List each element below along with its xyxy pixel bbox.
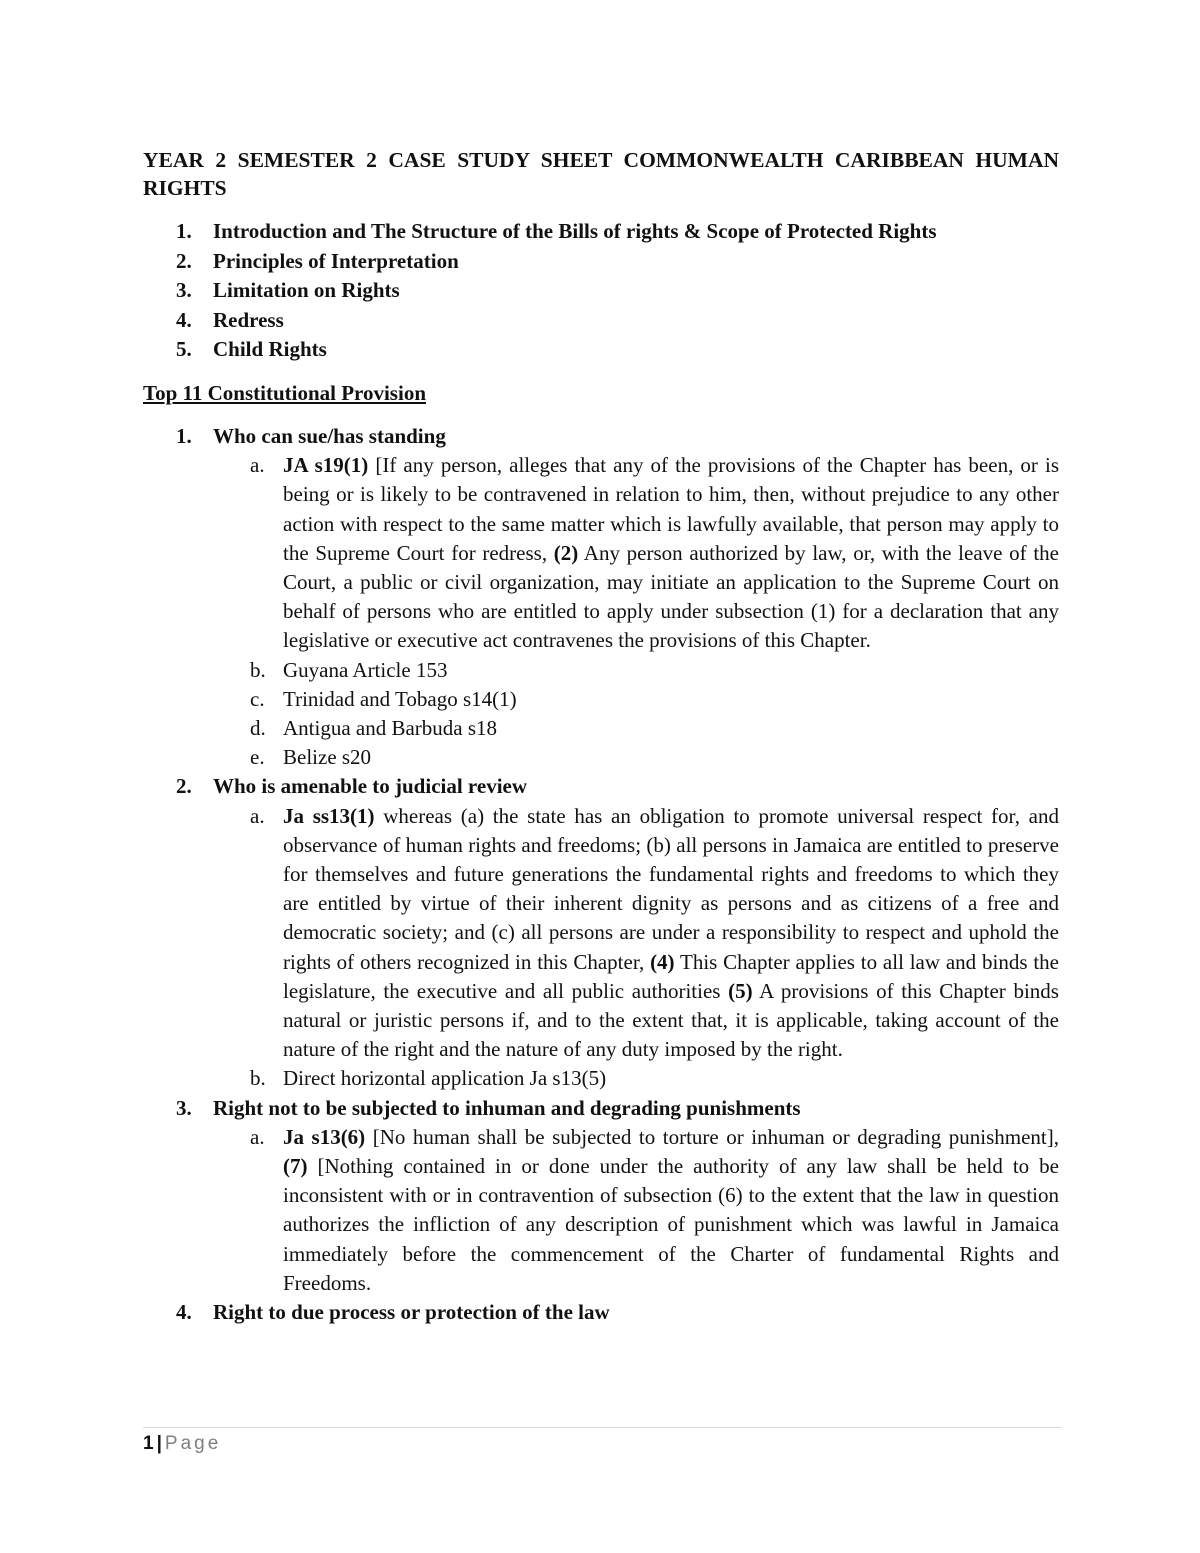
subprovision-item — [213, 1064, 1059, 1093]
statute-reference: (2) — [553, 540, 579, 565]
provision-item — [143, 772, 1059, 1093]
page-number: 1 — [143, 1433, 154, 1454]
topic-item — [143, 306, 1059, 336]
subprovision-text — [283, 685, 1059, 714]
subprovision-item — [213, 743, 1059, 772]
footer-separator: | — [156, 1433, 162, 1454]
topic-label: Redress — [213, 307, 284, 332]
statute-reference: Ja s13(6) — [283, 1124, 366, 1149]
subprovision-text — [283, 451, 1059, 655]
statute-reference: (7) — [283, 1154, 308, 1179]
section-heading: Top 11 Constitutional Provision — [143, 381, 426, 405]
topic-label: Limitation on Rights — [213, 278, 400, 302]
subprovision-item — [213, 714, 1059, 743]
subprovision-letter: c. — [250, 686, 265, 711]
provision-number: 2. — [176, 774, 192, 799]
topic-label: Principles of Interpretation — [213, 248, 459, 273]
subprovision-item — [213, 685, 1059, 714]
provision-title: Right not to be subjected to inhuman and degrading punishments — [213, 1095, 801, 1120]
topic-list — [143, 217, 1059, 365]
subprovision-letter: e. — [250, 745, 265, 770]
subprovision-item — [213, 802, 1059, 1065]
provision-list — [143, 422, 1059, 1327]
provision-text-segment: Any person authorized by law, or, with the leave of the Court, a public or civil organization, may initiate an application to the Supreme Court on behalf of persons who are entitled to apply under subsection (1) for a declaration that any legislative or executive act contravenes the provisions of this Chapter. — [283, 540, 1059, 653]
subprovision-letter: b. — [250, 657, 266, 682]
subprovision-letter: a. — [250, 1124, 265, 1149]
provision-title: Who is amenable to judicial review — [213, 774, 528, 799]
provision-number: 1. — [176, 424, 192, 448]
provision-text-segment: Trinidad and Tobago s14(1) — [283, 686, 517, 711]
subprovision-list — [213, 451, 1059, 772]
subprovision-letter: a. — [250, 453, 265, 478]
provision-text-segment: [No human shall be subjected to torture or inhuman or degrading punishment], — [365, 1124, 1059, 1149]
provision-number: 4. — [176, 1300, 192, 1325]
subprovision-list — [213, 802, 1059, 1094]
provision-title: Right to due process or protection of the law — [213, 1300, 610, 1325]
topic-number: 3. — [176, 278, 192, 302]
provision-title: Who can sue/has standing — [213, 424, 446, 448]
page-footer — [143, 1433, 221, 1455]
footer-divider — [143, 1427, 1062, 1428]
topic-label: Child Rights — [213, 337, 327, 361]
provision-item — [143, 1094, 1059, 1298]
provision-number: 3. — [176, 1095, 192, 1120]
subprovision-item — [213, 656, 1059, 685]
topic-label: Introduction and The Structure of the Bills of rights & Scope of Protected Rights — [213, 219, 937, 243]
topic-number: 2. — [176, 248, 192, 273]
statute-reference: Ja ss13(1) — [283, 803, 375, 828]
topic-number: 4. — [176, 307, 192, 332]
topic-item — [143, 276, 1059, 306]
subprovision-item — [213, 451, 1059, 655]
provision-text-segment: A provisions of this Chapter binds natural or juristic persons if, and to the extent that, it is applicable, taking account of the nature of the right and the nature of any duty imposed by the right. — [283, 978, 1059, 1062]
subprovision-text — [283, 656, 1059, 685]
topic-item — [143, 217, 1059, 247]
provision-text-segment: This Chapter applies to all law and binds the legislature, the executive and all public authorities — [283, 949, 1059, 1003]
provision-text-segment: [Nothing contained in or done under the authority of any law shall be held to be inconsistent with or in contravention of subsection (6) to the extent that the law in question authorizes the infliction of any description of punishment which was lawful in Jamaica immediately before the commencement of the Charter of fundamental Rights and Freedoms. — [283, 1154, 1059, 1295]
subprovision-letter: a. — [250, 803, 265, 828]
provision-item — [143, 422, 1059, 772]
subprovision-text — [283, 802, 1059, 1065]
provision-text-segment: Antigua and Barbuda s18 — [283, 716, 498, 741]
provision-text-segment: Direct horizontal application Ja s13(5) — [283, 1066, 607, 1091]
subprovision-text — [283, 743, 1059, 772]
statute-reference: JA s19(1) — [283, 453, 369, 478]
provision-text-segment: Belize s20 — [283, 745, 372, 770]
subprovision-text — [283, 1064, 1059, 1093]
statute-reference: (5) — [728, 978, 753, 1003]
statute-reference: (4) — [650, 949, 675, 974]
subprovision-letter: b. — [250, 1066, 266, 1091]
subprovision-list — [213, 1123, 1059, 1298]
subprovision-text — [283, 1123, 1059, 1298]
topic-number: 5. — [176, 337, 192, 361]
provision-item — [143, 1298, 1059, 1327]
topic-item — [143, 247, 1059, 277]
subprovision-text — [283, 714, 1059, 743]
document-title: YEAR 2 SEMESTER 2 CASE STUDY SHEET COMMONWEALTH CARIBBEAN HUMAN RIGHTS — [143, 148, 1059, 200]
subprovision-letter: d. — [250, 716, 266, 741]
provision-text-segment: [If any person, alleges that any of the provisions of the Chapter has been, or is being or is likely to be contravened in relation to him, then, without prejudice to any other action with respect to the same matter which is lawfully available, that person may apply to the Supreme Court for redress, — [283, 453, 1059, 565]
page-label: Page — [164, 1433, 222, 1454]
provision-text-segment: Guyana Article 153 — [283, 657, 448, 682]
provision-text-segment: whereas (a) the state has an obligation to promote universal respect for, and observance of human rights and freedoms; (b) all persons in Jamaica are entitled to preserve for themselves and future generations the fundamental rights and freedoms to which they are entitled by virtue of their inherent dignity as persons and as citizens of a free and democratic society; and (c) all persons are under a responsibility to respect and uphold the rights of others recognized in this Chapter, — [283, 803, 1059, 974]
topic-number: 1. — [176, 219, 192, 243]
subprovision-item — [213, 1123, 1059, 1298]
topic-item — [143, 335, 1059, 365]
